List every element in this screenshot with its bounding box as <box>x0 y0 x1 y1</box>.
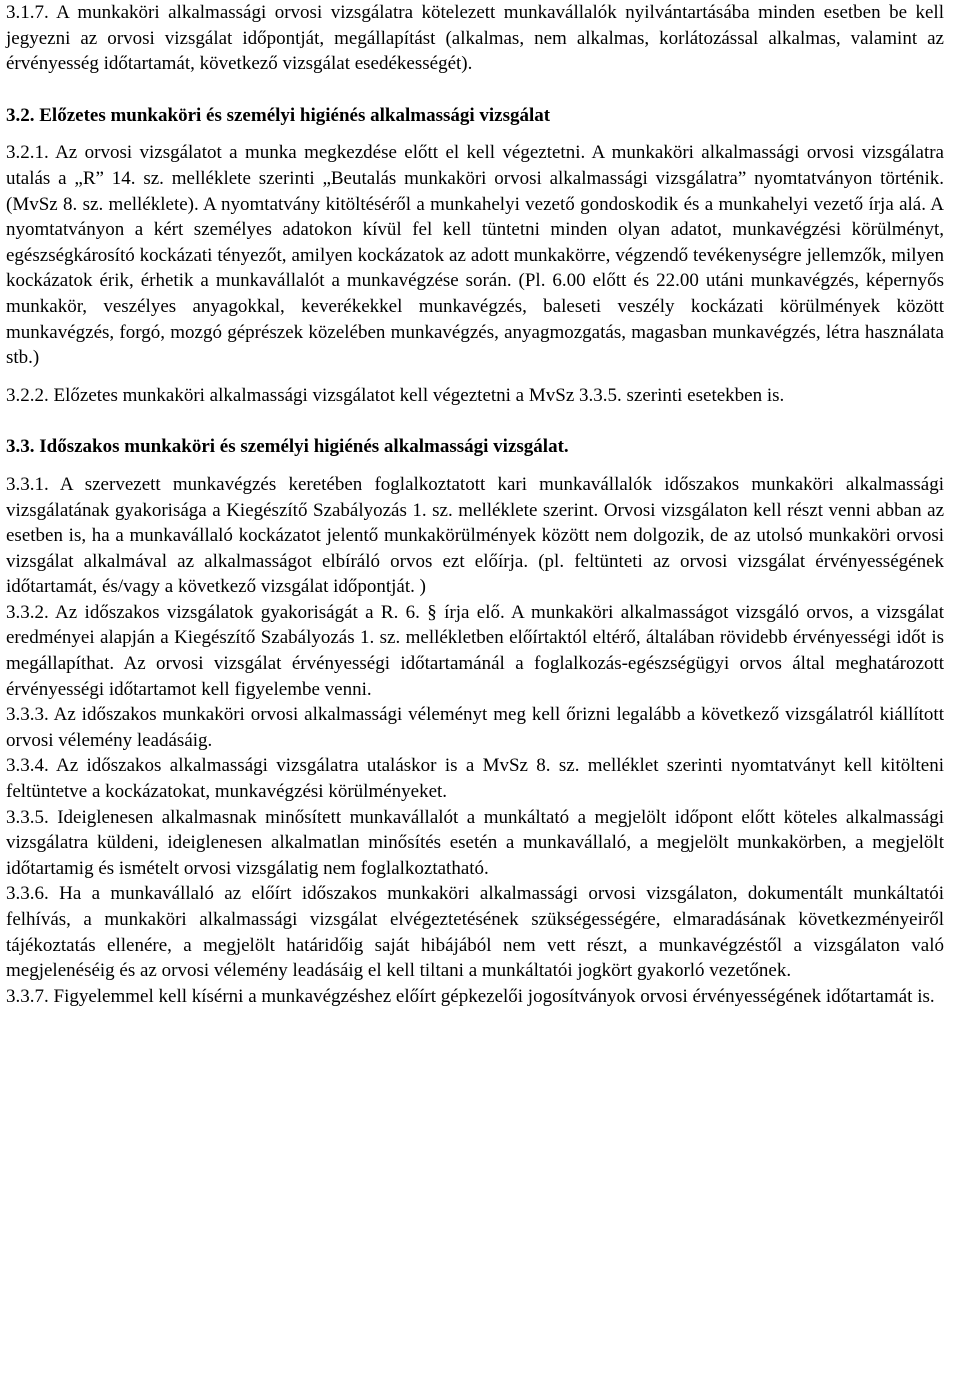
paragraph-3-3-5: 3.3.5. Ideiglenesen alkalmasnak minősített munkavállalót a munkáltató a megjelölt időpont előtt köteles alkalmassági vizsgálatra küldeni, ideiglenesen alkalmatlan minősítés esetén a munkavállaló, a megjelölt munkakörben, a megjelölt időtartamig és ismételt orvosi vizsgálatig nem foglalkoztatható. <box>6 806 944 879</box>
paragraph-3-2-2: 3.2.2. Előzetes munkaköri alkalmassági vizsgálatot kell végeztetni a MvSz 3.3.5. szerinti esetekben is. <box>6 384 785 406</box>
section-heading-3-2: 3.2. Előzetes munkaköri és személyi higiénés alkalmassági vizsgálat <box>6 104 551 126</box>
paragraph-3-3-4: 3.3.4. Az időszakos alkalmassági vizsgálatra utaláskor is a MvSz 8. sz. melléklet szerinti nyomtatványt kell kitölteni feltüntetve a kockázatokat, munkavégzési körülményeket. <box>6 755 944 803</box>
paragraph-3-3-6: 3.3.6. Ha a munkavállaló az előírt időszakos munkaköri alkalmassági orvosi vizsgálaton, dokumentált munkáltatói felhívás, a munkaköri alkalmassági vizsgálat elvégeztetésének szükségességére, elmaradásának következményeiről tájékoztatás ellenére, a megjelölt határidőig saját hibájából nem vett részt, a munkavégzéstől a vizsgálaton való megjelenéséig és az orvosi vélemény leadásáig el kell tiltani a munkáltatói jogkört gyakorló vezetőnek. <box>6 883 944 982</box>
paragraph-3-3-2: 3.3.2. Az időszakos vizsgálatok gyakoriságát a R. 6. § írja elő. A munkaköri alkalmasságot vizsgáló orvos, a vizsgálat eredményei alapján a Kiegészítő Szabályozás 1. sz. mellékletben előírtaktól eltérő, általában rövidebb érvényességi időt is megállapíthat. Az orvosi vizsgálat érvényességi időtartamánál a foglalkozás-egészségügyi orvos által meghatározott érvényességi időtartamot kell figyelembe venni. <box>6 601 944 700</box>
paragraph-3-3-1: 3.3.1. A szervezett munkavégzés keretében foglalkoztatott kari munkavállalók időszakos munkaköri alkalmassági vizsgálatának gyakorisága a Kiegészítő Szabályozás 1. sz. melléklete szerint. Orvosi vizsgálaton kell részt venni abban az esetben is, ha a munkavállaló kockázatot jelentő munkakörülmények között nem dolgozik, de az utolsó munkaköri orvosi vizsgálat alkalmával az alkalmasságot elbíráló orvos ezt előírja. (pl. feltünteti az orvosi vizsgálat érvényességének időtartamát, és/vagy a következő vizsgálat időpontját. ) <box>6 473 944 598</box>
section-heading-3-3: 3.3. Időszakos munkaköri és személyi higiénés alkalmassági vizsgálat. <box>6 436 569 458</box>
paragraph-3-2-1: 3.2.1. Az orvosi vizsgálatot a munka megkezdése előtt el kell végeztetni. A munkaköri alkalmassági orvosi vizsgálatra utalás a „R” 14. sz. melléklete szerinti „Beutalás munkaköri orvosi alkalmassági vizsgálatra” nyomtatványon történik. (MvSz 8. sz. melléklete). A nyomtatvány kitöltéséről a munkahelyi vezető gondoskodik és a munkahelyi vezető írja alá. A nyomtatványon a kért személyes adatokon kívül fel kell tüntetni minden olyan adatot, munkavégzési körülményt, egészségkárosító kockázati tényezőt, amilyen kockázatok az adott munkakörre, végzendő tevékenységre jellemzők, milyen kockázatok érik, érhetik a munkavállalót a munkavégzése során. (Pl. 6.00 előtt és 22.00 utáni munkavégzés, képernyős munkakör, veszélyes anyagokkal, keverékekkel munkavégzés, baleseti veszély kockázati körülmények között munkavégzés, forgó, mozgó géprészek közelében munkavégzés, anyagmozgatás, magasban munkavégzés, létra használata stb.) <box>6 142 944 369</box>
paragraph-3-3-7: 3.3.7. Figyelemmel kell kísérni a munkavégzéshez előírt gépkezelői jogosítványok orvosi érvényességének időtartamát is. <box>6 985 935 1007</box>
paragraph-3-3-3: 3.3.3. Az időszakos munkaköri orvosi alkalmassági véleményt meg kell őrizni legalább a következő vizsgálatról kiállított orvosi vélemény leadásáig. <box>6 704 944 751</box>
paragraph-3-1-7: 3.1.7. A munkaköri alkalmassági orvosi vizsgálatra kötelezett munkavállalók nyilvántartásába minden esetben be kell jegyezni az orvosi vizsgálat időpontját, megállapítást (alkalmas, nem alkalmas, korlátozással alkalmas, valamint az érvényesség időtartamát, következő vizsgálat esedékességét). <box>6 2 944 75</box>
